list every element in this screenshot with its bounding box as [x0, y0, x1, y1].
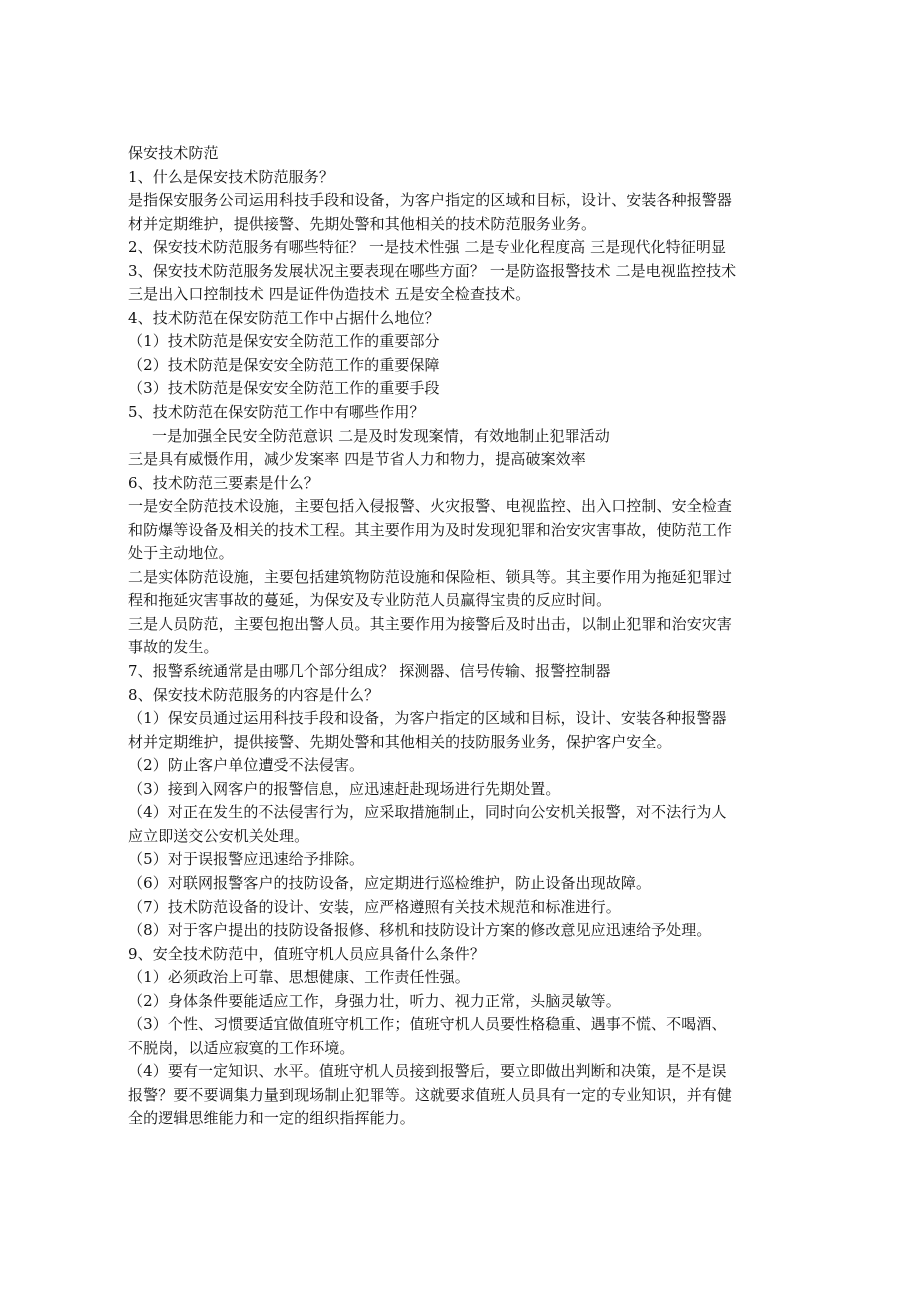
question-9: 9、安全技术防范中，值班守机人员应具备什么条件？ [128, 944, 485, 963]
question-3: 3、保安技术防范服务发展状况主要表现在哪些方面？ 一是防盗报警技术 二是电视监控技术 [128, 261, 737, 280]
answer-line: 和防爆等设备及相关的技术工程。其主要作用为及时发现犯罪和治安灾害事故，使防范工作 [128, 520, 733, 539]
answer-item: （2）技术防范是保安安全防范工作的重要保障 [128, 355, 440, 374]
answer-item: （3）接到入网客户的报警信息，应迅速赶赴现场进行先期处置。 [128, 779, 561, 798]
question-4: 4、技术防范在保安防范工作中占据什么地位？ [128, 308, 440, 327]
answer-item: （1）必须政治上可靠、思想健康、工作责任性强。 [128, 968, 470, 987]
answer-line: 处于主动地位。 [128, 544, 234, 563]
answer-line: 程和拖延灾害事故的蔓延，为保安及专业防范人员赢得宝贵的反应时间。 [128, 591, 612, 610]
question-6: 6、技术防范三要素是什么？ [128, 473, 319, 492]
answer-line: 三是具有威慑作用，减少发案率 四是节省人力和物力，提高破案效率 [128, 450, 586, 469]
answer-line: 是指保安服务公司运用科技手段和设备，为客户指定的区域和目标，设计、安装各种报警器 [128, 191, 733, 210]
question-8: 8、保安技术防范服务的内容是什么？ [128, 685, 380, 704]
answer-item: （3）技术防范是保安安全防范工作的重要手段 [128, 379, 440, 398]
answer-item: （2）防止客户单位遭受不法侵害。 [128, 756, 365, 775]
question-5: 5、技术防范在保安防范工作中有哪些作用？ [128, 403, 425, 422]
answer-item: （5）对于误报警应迅速给予排除。 [128, 850, 365, 869]
answer-line: 三是出入口控制技术 四是证件伪造技术 五是安全检查技术。 [128, 285, 531, 304]
answer-line: 事故的发生。 [128, 638, 219, 657]
answer-line: 全的逻辑思维能力和一定的组织指挥能力。 [128, 1109, 415, 1128]
answer-item: （1）保安员通过运用科技手段和设备，为客户指定的区域和目标，设计、安装各种报警器 [128, 709, 727, 728]
document-title: 保安技术防范 [128, 144, 219, 162]
answer-item: （3）个性、习惯要适宜做值班守机工作；值班守机人员要性格稳重、遇事不慌、不喝酒、 [128, 1015, 727, 1034]
answer-item: （4）要有一定知识、水平。值班守机人员接到报警后，要立即做出判断和决策，是不是误 [128, 1062, 727, 1081]
document-body [128, 142, 808, 1131]
answer-line: 应立即送交公安机关处理。 [128, 826, 310, 845]
answer-line: 材并定期维护，提供接警、先期处警和其他相关的技防服务业务，保护客户安全。 [128, 732, 672, 751]
question-1: 1、什么是保安技术防范服务？ [128, 167, 334, 186]
answer-item: （8）对于客户提出的技防设备报修、移机和技防设计方案的修改意见应迅速给予处理。 [128, 921, 712, 940]
answer-item: （6）对联网报警客户的技防设备，应定期进行巡检维护，防止设备出现故障。 [128, 873, 652, 892]
answer-item: （7）技术防范设备的设计、安装，应严格遵照有关技术规范和标准进行。 [128, 897, 621, 916]
answer-item: （2）身体条件要能适应工作，身强力壮，听力、视力正常，头脑灵敏等。 [128, 991, 621, 1010]
answer-line: 材并定期维护，提供接警、先期处警和其他相关的技术防范服务业务。 [128, 214, 597, 233]
answer-line: 一是安全防范技术设施，主要包括入侵报警、火灾报警、电视监控、出入口控制、安全检查 [128, 497, 733, 516]
answer-item: （1）技术防范是保安安全防范工作的重要部分 [128, 332, 440, 351]
question-7: 7、报警系统通常是由哪几个部分组成？ 探测器、信号传输、报警控制器 [128, 662, 611, 681]
answer-line: 二是实体防范设施，主要包括建筑物防范设施和保险柜、锁具等。其主要作用为拖延犯罪过 [128, 567, 733, 586]
answer-line: 不脱岗，以适应寂寞的工作环境。 [128, 1038, 355, 1057]
question-2: 2、保安技术防范服务有哪些特征？ 一是技术性强 二是专业化程度高 三是现代化特征明显 [128, 238, 727, 257]
answer-item: （4）对正在发生的不法侵害行为，应采取措施制止，同时向公安机关报警，对不法行为人 [128, 803, 727, 822]
answer-line: 一是加强全民安全防范意识 二是及时发现案情，有效地制止犯罪活动 [152, 426, 610, 445]
answer-line: 报警？要不要调集力量到现场制止犯罪等。这就要求值班人员具有一定的专业知识，并有健 [128, 1085, 733, 1104]
answer-line: 三是人员防范，主要包抱出警人员。其主要作用为接警后及时出击，以制止犯罪和治安灾害 [128, 614, 733, 633]
